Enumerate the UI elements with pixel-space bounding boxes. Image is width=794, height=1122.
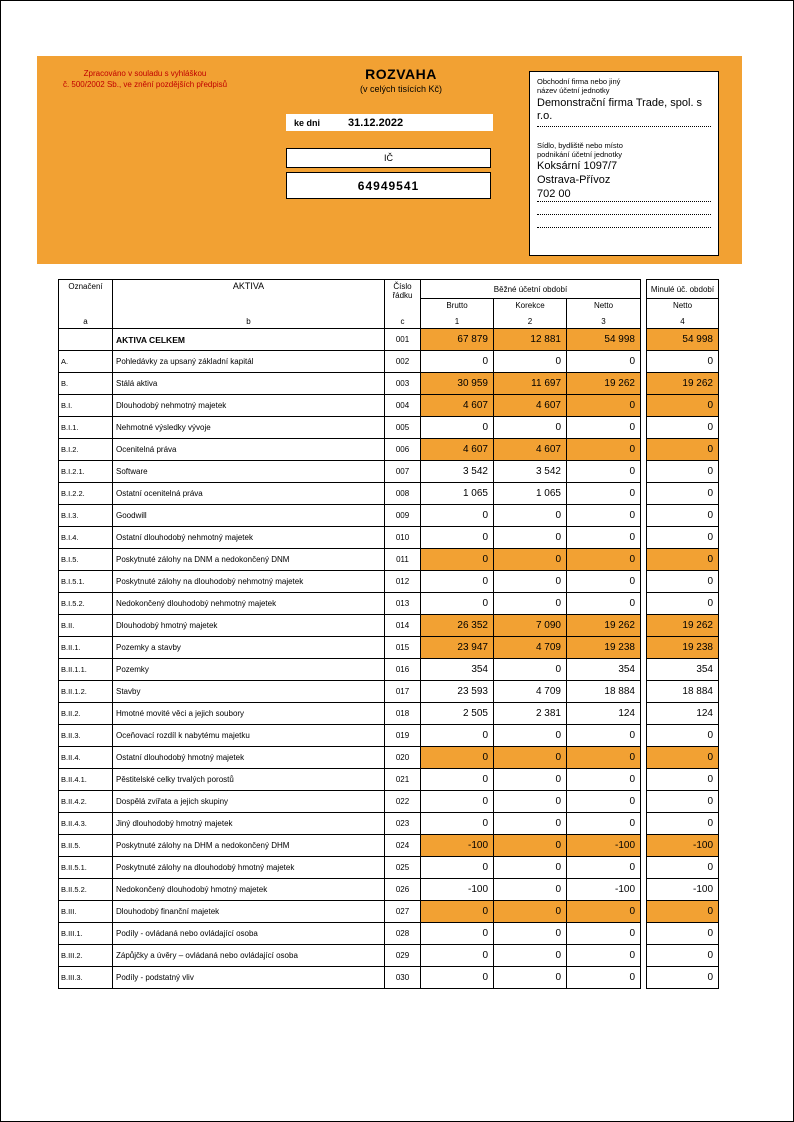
row-designation: B.II.3. [58,725,113,747]
row-designation: B.I.4. [58,527,113,549]
row-korekce: 0 [494,659,567,681]
row-netto-previous: 0 [646,725,719,747]
regulation-note [45,68,245,90]
row-brutto: 0 [421,813,494,835]
row-netto: -100 [567,835,641,857]
row-designation: B.II.5.2. [58,879,113,901]
dotted-line [537,202,711,215]
row-designation: B. [58,373,113,395]
row-netto: 18 884 [567,681,641,703]
row-brutto: 3 542 [421,461,494,483]
row-line-number: 013 [385,593,421,615]
table-row [58,571,719,593]
table-row [58,857,719,879]
row-line-number: 011 [385,549,421,571]
row-netto-previous: 0 [646,945,719,967]
row-netto: 0 [567,527,641,549]
row-korekce: 11 697 [494,373,567,395]
row-line-number: 028 [385,923,421,945]
row-brutto: 0 [421,505,494,527]
row-brutto: 0 [421,769,494,791]
row-line-number: 021 [385,769,421,791]
row-netto: 124 [567,703,641,725]
row-netto: 0 [567,967,641,989]
row-label: Pohledávky za upsaný základní kapitál [113,351,385,373]
row-netto: 0 [567,505,641,527]
row-label: Podíly - ovládaná nebo ovládající osoba [113,923,385,945]
table-row [58,505,719,527]
row-netto: 19 262 [567,615,641,637]
row-korekce: 0 [494,527,567,549]
form-header [37,56,742,264]
row-korekce: 1 065 [494,483,567,505]
row-label: Software [113,461,385,483]
row-netto-previous: -100 [646,835,719,857]
row-netto-previous: 0 [646,791,719,813]
row-netto-previous: -100 [646,879,719,901]
row-korekce: 0 [494,923,567,945]
row-brutto: 0 [421,967,494,989]
row-netto-previous: 0 [646,857,719,879]
row-netto: 0 [567,857,641,879]
col-num-4: 4 [680,317,685,326]
row-line-number: 005 [385,417,421,439]
row-netto-previous: 0 [646,505,719,527]
table-row [58,813,719,835]
row-label: Ostatní dlouhodobý hmotný majetek [113,747,385,769]
row-netto-previous: 19 238 [646,637,719,659]
row-brutto: 0 [421,857,494,879]
row-label: Pozemky a stavby [113,637,385,659]
row-brutto: 1 065 [421,483,494,505]
row-line-number: 020 [385,747,421,769]
row-line-number: 030 [385,967,421,989]
row-brutto: 0 [421,351,494,373]
row-brutto: 23 593 [421,681,494,703]
row-designation: B.I. [58,395,113,417]
row-brutto: 0 [421,747,494,769]
row-label: Zápůjčky a úvěry – ovládaná nebo ovládající osoba [113,945,385,967]
row-designation: B.I.2.1. [58,461,113,483]
row-line-number: 003 [385,373,421,395]
ic-label-box [286,148,491,168]
row-netto-previous: 0 [646,417,719,439]
row-line-number: 016 [385,659,421,681]
table-row [58,791,719,813]
row-designation: B.I.5. [58,549,113,571]
row-line-number: 024 [385,835,421,857]
row-label: Nedokončený dlouhodobý nehmotný majetek [113,593,385,615]
row-label: Ostatní ocenitelná práva [113,483,385,505]
row-designation: B.I.5.1. [58,571,113,593]
table-row [58,703,719,725]
row-label: Dlouhodobý finanční majetek [113,901,385,923]
row-designation: B.III.1. [58,923,113,945]
row-label: Dlouhodobý hmotný majetek [113,615,385,637]
row-netto-previous: 0 [646,901,719,923]
row-designation: B.III.2. [58,945,113,967]
row-line-number: 002 [385,351,421,373]
row-netto-previous: 0 [646,813,719,835]
table-row [58,637,719,659]
row-line-number: 023 [385,813,421,835]
assets-table [58,279,719,989]
row-label: Dospělá zvířata a jejich skupiny [113,791,385,813]
table-row [58,615,719,637]
row-designation: B.II.4.2. [58,791,113,813]
row-brutto: 0 [421,571,494,593]
row-brutto: 0 [421,725,494,747]
row-korekce: 0 [494,747,567,769]
table-row [58,439,719,461]
row-designation: B.I.2.2. [58,483,113,505]
company-address-label-line1: Sídlo, bydliště nebo místo [537,141,623,150]
row-korekce: 0 [494,351,567,373]
row-korekce: 0 [494,945,567,967]
row-korekce: 0 [494,835,567,857]
form-title: ROZVAHA [365,66,437,82]
row-designation: B.II.4. [58,747,113,769]
row-line-number: 008 [385,483,421,505]
col-header-designation: Označení a [58,279,113,329]
row-netto: 0 [567,351,641,373]
row-korekce: 4 709 [494,637,567,659]
row-netto-previous: 0 [646,747,719,769]
row-netto: 0 [567,483,641,505]
row-korekce: 0 [494,879,567,901]
col-letter-b: b [246,317,251,326]
row-netto: 54 998 [567,329,641,351]
row-korekce: 0 [494,769,567,791]
date-strip [286,114,493,131]
row-brutto: 0 [421,527,494,549]
row-designation: B.I.1. [58,417,113,439]
row-netto-previous: 54 998 [646,329,719,351]
row-netto: 0 [567,769,641,791]
company-street: Koksární 1097/7 [537,160,618,172]
row-netto-previous: 0 [646,439,719,461]
row-netto-previous: 0 [646,769,719,791]
row-brutto: 4 607 [421,395,494,417]
row-line-number: 018 [385,703,421,725]
row-designation: B.II. [58,615,113,637]
company-address-label [537,141,711,159]
company-name-label [537,77,711,95]
row-netto: 0 [567,549,641,571]
row-netto: 19 262 [567,373,641,395]
row-line-number: 015 [385,637,421,659]
row-label: Nehmotné výsledky vývoje [113,417,385,439]
report-date: 31.12.2022 [348,116,404,129]
row-label: Poskytnuté zálohy na DHM a nedokončený DHM [113,835,385,857]
ic-value-box [286,172,491,199]
company-box [529,71,719,256]
table-row [58,593,719,615]
row-designation: B.II.5.1. [58,857,113,879]
row-designation [58,329,113,351]
table-row [58,681,719,703]
row-netto: 0 [567,923,641,945]
table-body [58,329,719,989]
row-netto: 0 [567,571,641,593]
row-designation: B.II.4.3. [58,813,113,835]
row-netto-previous: 0 [646,351,719,373]
row-brutto: 0 [421,945,494,967]
row-netto: 354 [567,659,641,681]
row-brutto: 0 [421,791,494,813]
table-row [58,901,719,923]
row-label: Jiný dlouhodobý hmotný majetek [113,813,385,835]
row-label: Poskytnuté zálohy na DNM a nedokončený DNM [113,549,385,571]
col-header-netto: Netto 3 [567,299,641,329]
col-num-2: 2 [527,317,533,326]
company-name-label-line1: Obchodní firma nebo jiný [537,77,621,86]
row-netto-previous: 0 [646,549,719,571]
row-korekce: 4 607 [494,439,567,461]
row-designation: B.II.4.1. [58,769,113,791]
row-netto-previous: 124 [646,703,719,725]
row-brutto: 0 [421,901,494,923]
row-netto: 0 [567,901,641,923]
row-designation: B.II.1. [58,637,113,659]
row-line-number: 029 [385,945,421,967]
col-header-netto-previous: Netto 4 [646,299,719,329]
row-netto-previous: 19 262 [646,373,719,395]
row-line-number: 006 [385,439,421,461]
row-korekce: 0 [494,857,567,879]
row-netto: 0 [567,725,641,747]
table-row [58,835,719,857]
row-netto: 0 [567,417,641,439]
row-netto: 0 [567,461,641,483]
row-korekce: 0 [494,505,567,527]
col-header-current-period: Běžné účetní období [421,279,641,299]
row-netto-previous: 0 [646,461,719,483]
row-netto-previous: 0 [646,571,719,593]
row-label: Oceňovací rozdíl k nabytému majetku [113,725,385,747]
row-label: Podíly - podstatný vliv [113,967,385,989]
row-netto: 0 [567,945,641,967]
row-brutto: 0 [421,593,494,615]
row-netto: -100 [567,879,641,901]
row-netto-previous: 354 [646,659,719,681]
row-korekce: 4 607 [494,395,567,417]
table-row [58,527,719,549]
row-netto-previous: 0 [646,527,719,549]
row-line-number: 010 [385,527,421,549]
row-netto: 0 [567,747,641,769]
regulation-note-line2: č. 500/2002 Sb., ve znění pozdějších předpisů [62,80,228,89]
row-line-number: 004 [385,395,421,417]
row-brutto: -100 [421,835,494,857]
row-brutto: 30 959 [421,373,494,395]
form-subtitle: (v celých tisících Kč) [359,84,442,94]
row-line-number: 017 [385,681,421,703]
row-label: Ostatní dlouhodobý nehmotný majetek [113,527,385,549]
row-netto-previous: 0 [646,395,719,417]
row-designation: B.I.2. [58,439,113,461]
table-row [58,417,719,439]
row-designation: B.I.3. [58,505,113,527]
row-brutto: -100 [421,879,494,901]
row-korekce: 4 709 [494,681,567,703]
row-netto-previous: 0 [646,923,719,945]
company-city: Ostrava-Přívoz [537,174,611,186]
table-row [58,329,719,351]
table-row [58,769,719,791]
table-row [58,373,719,395]
row-line-number: 026 [385,879,421,901]
table-row [58,351,719,373]
row-korekce: 0 [494,725,567,747]
table-row [58,659,719,681]
table-row [58,879,719,901]
col-header-line-number: Číslo řádku c [385,279,421,329]
row-netto-previous: 19 262 [646,615,719,637]
company-address-label-line2: podnikání účetní jednotky [537,150,623,159]
row-designation: B.III.3. [58,967,113,989]
table-row [58,483,719,505]
row-netto-previous: 18 884 [646,681,719,703]
table-row [58,725,719,747]
company-name: Demonstrační firma Trade, spol. s r.o. [537,97,711,127]
row-netto-previous: 0 [646,593,719,615]
title-block [281,66,521,94]
row-korekce: 12 881 [494,329,567,351]
row-label: Ocenitelná práva [113,439,385,461]
row-netto: 0 [567,593,641,615]
row-brutto: 354 [421,659,494,681]
row-label: Pěstitelské celky trvalých porostů [113,769,385,791]
row-korekce: 3 542 [494,461,567,483]
table-row [58,747,719,769]
row-korekce: 0 [494,593,567,615]
col-header-brutto: Brutto 1 [421,299,494,329]
row-brutto: 0 [421,417,494,439]
table-row [58,945,719,967]
row-line-number: 001 [385,329,421,351]
row-label: Stálá aktiva [113,373,385,395]
row-netto-previous: 0 [646,483,719,505]
row-line-number: 025 [385,857,421,879]
row-designation: A. [58,351,113,373]
col-num-1: 1 [454,317,460,326]
row-designation: B.II.5. [58,835,113,857]
row-line-number: 012 [385,571,421,593]
row-line-number: 019 [385,725,421,747]
row-label: Stavby [113,681,385,703]
row-label: Pozemky [113,659,385,681]
row-korekce: 0 [494,967,567,989]
row-designation: B.II.1.2. [58,681,113,703]
row-korekce: 0 [494,901,567,923]
row-netto: 0 [567,395,641,417]
row-label: Dlouhodobý nehmotný majetek [113,395,385,417]
row-line-number: 014 [385,615,421,637]
row-brutto: 26 352 [421,615,494,637]
table-row [58,923,719,945]
row-designation: B.I.5.2. [58,593,113,615]
row-korekce: 2 381 [494,703,567,725]
col-letter-a: a [83,317,88,326]
col-header-previous-period: Minulé úč. období [646,279,719,299]
dotted-line [537,215,711,228]
row-brutto: 0 [421,549,494,571]
table-header [58,279,719,329]
row-line-number: 007 [385,461,421,483]
row-brutto: 67 879 [421,329,494,351]
table-row [58,549,719,571]
row-netto: 0 [567,813,641,835]
row-korekce: 0 [494,813,567,835]
row-korekce: 0 [494,791,567,813]
row-brutto: 23 947 [421,637,494,659]
row-designation: B.II.1.1. [58,659,113,681]
row-label: Goodwill [113,505,385,527]
row-korekce: 0 [494,549,567,571]
row-label: Nedokončený dlouhodobý hmotný majetek [113,879,385,901]
ke-dni-label: ke dni [294,117,321,128]
row-label: Hmotné movité věci a jejich soubory [113,703,385,725]
row-netto: 0 [567,791,641,813]
row-brutto: 4 607 [421,439,494,461]
row-netto: 0 [567,439,641,461]
col-header-aktiva: AKTIVA b [113,279,385,329]
col-header-korekce: Korekce 2 [494,299,567,329]
row-label: Poskytnuté zálohy na dlouhodobý nehmotný majetek [113,571,385,593]
table-row [58,395,719,417]
ic-value: 64949541 [357,178,420,193]
ic-label: IČ [384,153,393,163]
row-line-number: 009 [385,505,421,527]
row-line-number: 022 [385,791,421,813]
table-row [58,461,719,483]
row-korekce: 7 090 [494,615,567,637]
regulation-note-line1: Zpracováno v souladu s vyhláškou [83,69,207,78]
company-name-label-line2: název účetní jednotky [537,86,610,95]
row-brutto: 0 [421,923,494,945]
col-letter-c: c [400,317,405,326]
row-netto: 19 238 [567,637,641,659]
row-korekce: 0 [494,571,567,593]
company-zip: 702 00 [537,187,711,202]
row-netto-previous: 0 [646,967,719,989]
row-designation: B.II.2. [58,703,113,725]
row-korekce: 0 [494,417,567,439]
row-line-number: 027 [385,901,421,923]
row-designation: B.III. [58,901,113,923]
col-num-3: 3 [601,317,606,326]
row-brutto: 2 505 [421,703,494,725]
row-label: AKTIVA CELKEM [113,329,385,351]
row-label: Poskytnuté zálohy na dlouhodobý hmotný majetek [113,857,385,879]
table-row [58,967,719,989]
